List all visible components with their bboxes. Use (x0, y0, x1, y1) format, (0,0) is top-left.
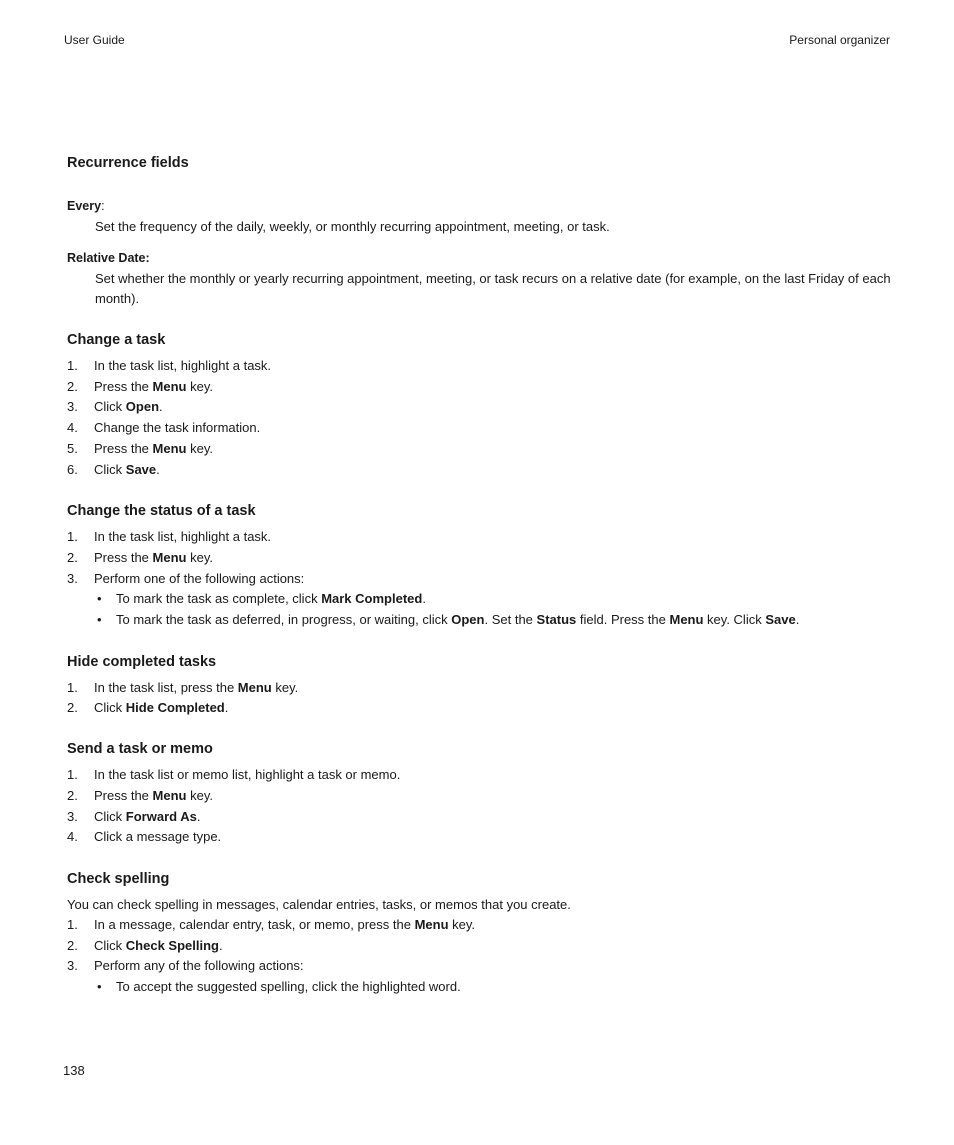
step-text: key. (271, 679, 299, 695)
step-text: key. (186, 378, 213, 394)
step-number: 1. (67, 529, 78, 545)
step-text: Click (94, 937, 126, 953)
bullet-icon: • (97, 612, 102, 628)
running-header-left: User Guide (64, 33, 125, 47)
list-item (94, 589, 897, 610)
term-every (67, 198, 897, 215)
step-number: 3. (67, 808, 78, 824)
list-item (67, 569, 897, 631)
step-number: 1. (67, 679, 78, 695)
step-text: . (218, 937, 223, 953)
list-item (67, 936, 897, 957)
list-item (67, 698, 897, 719)
list-item (67, 418, 897, 439)
running-header-right: Personal organizer (789, 33, 890, 47)
term-colon: : (101, 199, 105, 213)
section-recurrence-fields (67, 154, 897, 309)
step-text: Perform any of the following actions: (94, 958, 304, 974)
ui-term: Mark Completed (321, 591, 423, 607)
section-title: Change the status of a task (67, 503, 256, 520)
ui-term: Status (536, 612, 577, 628)
section-title: Send a task or memo (67, 741, 213, 758)
steps-list (67, 915, 897, 998)
step-number: 6. (67, 461, 78, 477)
list-item (67, 548, 897, 569)
step-number: 3. (67, 958, 78, 974)
step-number: 1. (67, 358, 78, 373)
step-number: 4. (67, 420, 78, 436)
intro-paragraph: You can check spelling in messages, calendar entries, tasks, or memos that you create. (67, 896, 571, 912)
steps-list (67, 356, 897, 480)
list-item (67, 956, 897, 997)
list-item (67, 439, 897, 460)
step-number: 2. (67, 787, 78, 803)
step-number: 2. (67, 700, 78, 716)
steps-list (67, 765, 897, 848)
step-text: Press the (94, 549, 153, 565)
list-item (94, 977, 897, 998)
bullet-icon: • (97, 979, 102, 995)
section-hide-completed (67, 653, 897, 719)
step-text: key. (186, 787, 213, 803)
section-title: Change a task (67, 332, 166, 348)
step-text: To mark the task as complete, click (116, 591, 322, 607)
ui-term: Menu (152, 549, 187, 565)
ui-term: Hide Completed (125, 700, 225, 716)
sub-list (94, 589, 897, 630)
list-item (67, 377, 897, 398)
ui-term: Menu (237, 679, 272, 695)
step-text: key. Click (703, 612, 766, 628)
list-item (67, 527, 897, 548)
step-text: field. Press the (576, 612, 670, 628)
step-text: Click a message type. (94, 829, 222, 845)
ui-term: Open (125, 399, 160, 415)
ui-term: Menu (152, 787, 187, 803)
step-text: Click (94, 808, 126, 824)
section-change-a-task (67, 331, 897, 480)
step-text: Change the task information. (94, 420, 261, 436)
section-title: Check spelling (67, 870, 170, 887)
steps-list (67, 678, 897, 719)
section-title: Recurrence fields (67, 155, 189, 171)
ui-term: Forward As (125, 808, 197, 824)
step-number: 1. (67, 916, 78, 932)
list-item (94, 610, 897, 631)
step-text: key. (186, 549, 213, 565)
step-text: In a message, calendar entry, task, or memo, press the (94, 916, 415, 932)
step-text: . (795, 612, 800, 628)
step-text: In the task list or memo list, highlight a task or memo. (94, 767, 401, 783)
step-text: Click (94, 700, 126, 716)
definition-every: Set the frequency of the daily, weekly, or monthly recurring appointment, meeting, or task. (95, 219, 610, 234)
section-title: Hide completed tasks (67, 653, 217, 670)
step-text: To mark the task as deferred, in progress, or waiting, click (116, 612, 452, 628)
list-item (67, 827, 897, 848)
step-number: 5. (67, 440, 78, 456)
step-text: Click (94, 399, 126, 415)
list-item (67, 915, 897, 936)
steps-list (67, 527, 897, 631)
list-item (67, 807, 897, 828)
ui-term: Menu (669, 612, 704, 628)
list-item (67, 786, 897, 807)
step-number: 3. (67, 570, 78, 586)
step-number: 2. (67, 549, 78, 565)
step-text: . Set the (484, 612, 537, 628)
term-label: Every (67, 199, 102, 213)
ui-term: Save (765, 612, 796, 628)
list-item (67, 678, 897, 699)
section-check-spelling (67, 870, 897, 998)
list-item (67, 765, 897, 786)
bullet-icon: • (97, 591, 102, 607)
ui-term: Save (125, 461, 157, 477)
step-text: key. (448, 916, 476, 932)
step-text: In the task list, press the (94, 679, 238, 695)
step-text: . (224, 700, 229, 716)
step-text: . (422, 591, 426, 607)
step-text: . (156, 461, 160, 477)
ui-term: Check Spelling (125, 937, 219, 953)
step-text: Click (94, 461, 126, 477)
ui-term: Menu (152, 378, 187, 394)
ui-term: Open (451, 612, 485, 628)
definition-relative-date: Set whether the monthly or yearly recurring appointment, meeting, or task recurs on a relative date (for example, on the last Friday of each month). (95, 271, 891, 306)
step-text: Press the (94, 440, 153, 456)
step-text: To accept the suggested spelling, click the highlighted word. (116, 979, 461, 995)
page-content (67, 154, 897, 998)
ui-term: Menu (414, 916, 449, 932)
step-text: In the task list, highlight a task. (94, 529, 272, 545)
step-number: 2. (67, 378, 78, 394)
term-relative-date: Relative Date: (67, 251, 150, 265)
step-text: key. (186, 440, 213, 456)
step-text: Press the (94, 787, 153, 803)
step-text: . (159, 399, 163, 415)
section-change-status (67, 502, 897, 631)
step-text: In the task list, highlight a task. (94, 358, 272, 373)
page-number: 138 (63, 1063, 85, 1078)
sub-list (94, 977, 897, 998)
step-number: 1. (67, 767, 78, 783)
list-item (67, 397, 897, 418)
list-item (67, 356, 897, 377)
step-number: 4. (67, 829, 78, 845)
step-number: 2. (67, 937, 78, 953)
section-send-task-or-memo (67, 740, 897, 848)
step-number: 3. (67, 399, 78, 415)
step-text: . (196, 808, 201, 824)
ui-term: Menu (152, 440, 187, 456)
step-text: Press the (94, 378, 153, 394)
list-item (67, 460, 897, 481)
step-text: Perform one of the following actions: (94, 570, 305, 586)
